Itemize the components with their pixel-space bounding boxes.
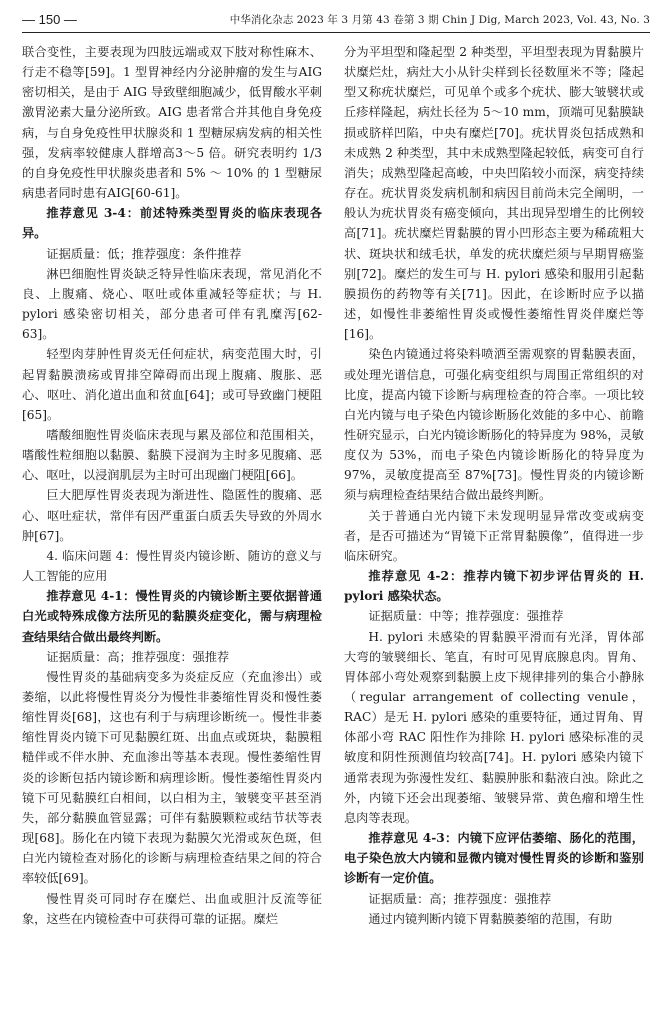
right-column bbox=[344, 42, 644, 929]
paragraph: 嗜酸细胞性胃炎临床表现与累及部位和范围相关，嗜酸性粒细胞以黏膜、黏膜下浸润为主时多见腹痛、恶心、呕吐，以浸润肌层为主时可出现幽门梗阻[66]。 bbox=[22, 427, 322, 483]
paragraph: 染色内镜通过将染料喷洒至需观察的胃黏膜表面，或处理光谱信息，可强化病变组织与周围正常组织的对比度，提高内镜下诊断与病理检查的符合率。一项比较白光内镜与电子染色内镜诊断肠化效能的多中心、前瞻性研究显示，白光内镜诊断肠化的特异度为 98%，灵敏度仅为 53%，而电子染色内镜诊断肠化的特异度为 97%，灵敏度提高至 87%[73]。慢性胃炎的内镜诊断须与病理检查结果结合做出最终判断。 bbox=[344, 347, 644, 503]
paragraph: 淋巴细胞性胃炎缺乏特异性临床表现，常见消化不良、上腹痛、烧心、呕吐或体重减轻等症状；与 H. pylori 感染密切相关，部分患者可伴有乳糜泻[62-63]。 bbox=[22, 266, 322, 342]
recommendation-heading: 推荐意见 4-1：慢性胃炎的内镜诊断主要依据普通白光或特殊成像方法所见的黏膜炎症变化，需与病理检查结果结合做出最终判断。 bbox=[22, 589, 322, 644]
recommendation-heading: 推荐意见 4-3：内镜下应评估萎缩、肠化的范围，电子染色放大内镜和显微内镜对慢性胃炎的诊断和鉴别诊断有一定价值。 bbox=[344, 831, 644, 886]
paragraph: 联合变性，主要表现为四肢远端或双下肢对称性麻木、行走不稳等[59]。1 型胃神经内分泌肿瘤的发生与AIG 密切相关，是由于 AIG 导致壁细胞减少，低胃酸水平刺激胃泌素大量分泌所致。AIG 患者常合并其他自身免疫病，与自身免疫性甲状腺炎和 1 型糖尿病发病的相关性强，发病率较健康人群增高3～5 倍。研究表明约 1/3 的自身免疫性甲状腺炎患者和 5% ～ 10% 的 1 型糖尿病患者同时患有AIG[60-61]。 bbox=[22, 45, 322, 201]
evidence-line: 证据质量：高；推荐强度：强推荐 bbox=[46, 649, 230, 664]
paragraph: 轻型肉芽肿性胃炎无任何症状，病变范围大时，引起胃黏膜溃疡或胃排空障碍而出现上腹痛、腹胀、恶心、呕吐、消化道出血和贫血[64]；或可导致幽门梗阻[65]。 bbox=[22, 347, 322, 422]
evidence-line: 证据质量：高；推荐强度：强推荐 bbox=[368, 891, 552, 906]
recommendation-heading: 推荐意见 4-2：推荐内镜下初步评估胃炎的 H. pylori 感染状态。 bbox=[344, 569, 644, 604]
recommendation-heading: 推荐意见 3-4：前述特殊类型胃炎的临床表现各异。 bbox=[22, 206, 322, 241]
paragraph: 通过内镜判断内镜下胃黏膜萎缩的范围，有助 bbox=[368, 911, 613, 926]
paragraph: 巨大肥厚性胃炎表现为渐进性、隐匿性的腹痛、恶心、呕吐症状，常伴有因严重蛋白质丢失导致的外周水肿[67]。 bbox=[22, 488, 322, 543]
paragraph: 慢性胃炎可同时存在糜烂、出血或胆汁反流等征象，这些在内镜检查中可获得可靠的证据。糜烂 bbox=[22, 891, 322, 926]
paragraph: 关于普通白光内镜下未发现明显异常改变或病变者，是否可描述为“胃镜下正常胃黏膜像”，值得进一步临床研究。 bbox=[344, 508, 644, 563]
evidence-line: 证据质量：中等；推荐强度：强推荐 bbox=[368, 609, 564, 624]
paragraph: 慢性胃炎的基础病变多为炎症反应（充血渗出）或萎缩，以此将慢性胃炎分为慢性非萎缩性胃炎和慢性萎缩性胃炎[68]，这也有利于与病理诊断统一。慢性非萎缩性胃炎内镜下可见黏膜红斑、出血点或斑块，黏膜粗糙伴或不伴水肿、充血渗出等基本表现。慢性萎缩性胃炎的诊断包括内镜诊断和病理诊断。慢性萎缩性胃炎内镜下可见黏膜红白相间，以白相为主，皱襞变平甚至消失，部分黏膜血管显露；可伴有黏膜颗粒或结节状等表现[68]。肠化在内镜下表现为黏膜欠光滑或灰色斑，但白光内镜检查对肠化的诊断与病理检查结果之间的符合率较低[69]。 bbox=[22, 669, 322, 886]
left-column bbox=[22, 42, 322, 929]
evidence-line: 证据质量：低；推荐强度：条件推荐 bbox=[46, 246, 242, 261]
page-number: — 150 — bbox=[22, 12, 77, 27]
running-title: 中华消化杂志 2023 年 3 月第 43 卷第 3 期 Chin J Dig, March 2023, Vol. 43, No. 3 bbox=[229, 14, 650, 26]
section-heading: 4. 临床问题 4：慢性胃炎内镜诊断、随访的意义与人工智能的应用 bbox=[22, 548, 322, 584]
paragraph: H. pylori 未感染的胃黏膜平滑而有光泽，胃体部大弯的皱襞细长、笔直，有时可见胃底腺息肉。胃角、胃体部小弯处观察到黏膜上皮下规律排列的集合小静脉（regular arrangement of collecting venule，RAC）是无 H. pylori 感染的重要特征，通过胃角、胃体部小弯 RAC 阳性作为排除 H. pylori 感染标准的灵敏度和阴性预测值均较高[74]。H. pylori 感染内镜下通常表现为弥漫性发红、黏膜肿胀和黏液白浊。除此之外，内镜下还会出现萎缩、皱襞异常、黄色瘤和增生性息肉等表现。 bbox=[344, 629, 644, 825]
page-header bbox=[22, 10, 650, 32]
header-rule bbox=[22, 32, 650, 33]
paragraph: 分为平坦型和隆起型 2 种类型，平坦型表现为胃黏膜片状糜烂灶，病灶大小从针尖样到长径数厘米不等；隆起型又称疣状糜烂，可见单个或多个疣状、膨大皱襞状或丘疹样隆起，病灶长径为 5～10 mm，顶端可见黏膜缺损或脐样凹陷，中央有糜烂[70]。疣状胃炎包括成熟和未成熟 2 种类型，其中未成熟型隆起较低，病变可自行消失；成熟型隆起高峻，中央凹陷较小而深，病变持续存在。疣状胃炎发病机制和病因目前尚未完全阐明，一般认为疣状胃炎有癌变倾向，其出现异型增生的比例较高[71]。疣状糜烂胃黏膜的胃小凹形态主要为稀疏粗大状、斑块状和绒毛状，单发的疣状糜烂须与早期胃癌鉴别[72]。糜烂的发生可与 H. pylori 感染和服用引起黏膜损伤的药物等有关[71]。因此，在诊断时应予以描述，如慢性非萎缩性胃炎或慢性萎缩性胃炎伴糜烂等[16]。 bbox=[344, 45, 644, 342]
